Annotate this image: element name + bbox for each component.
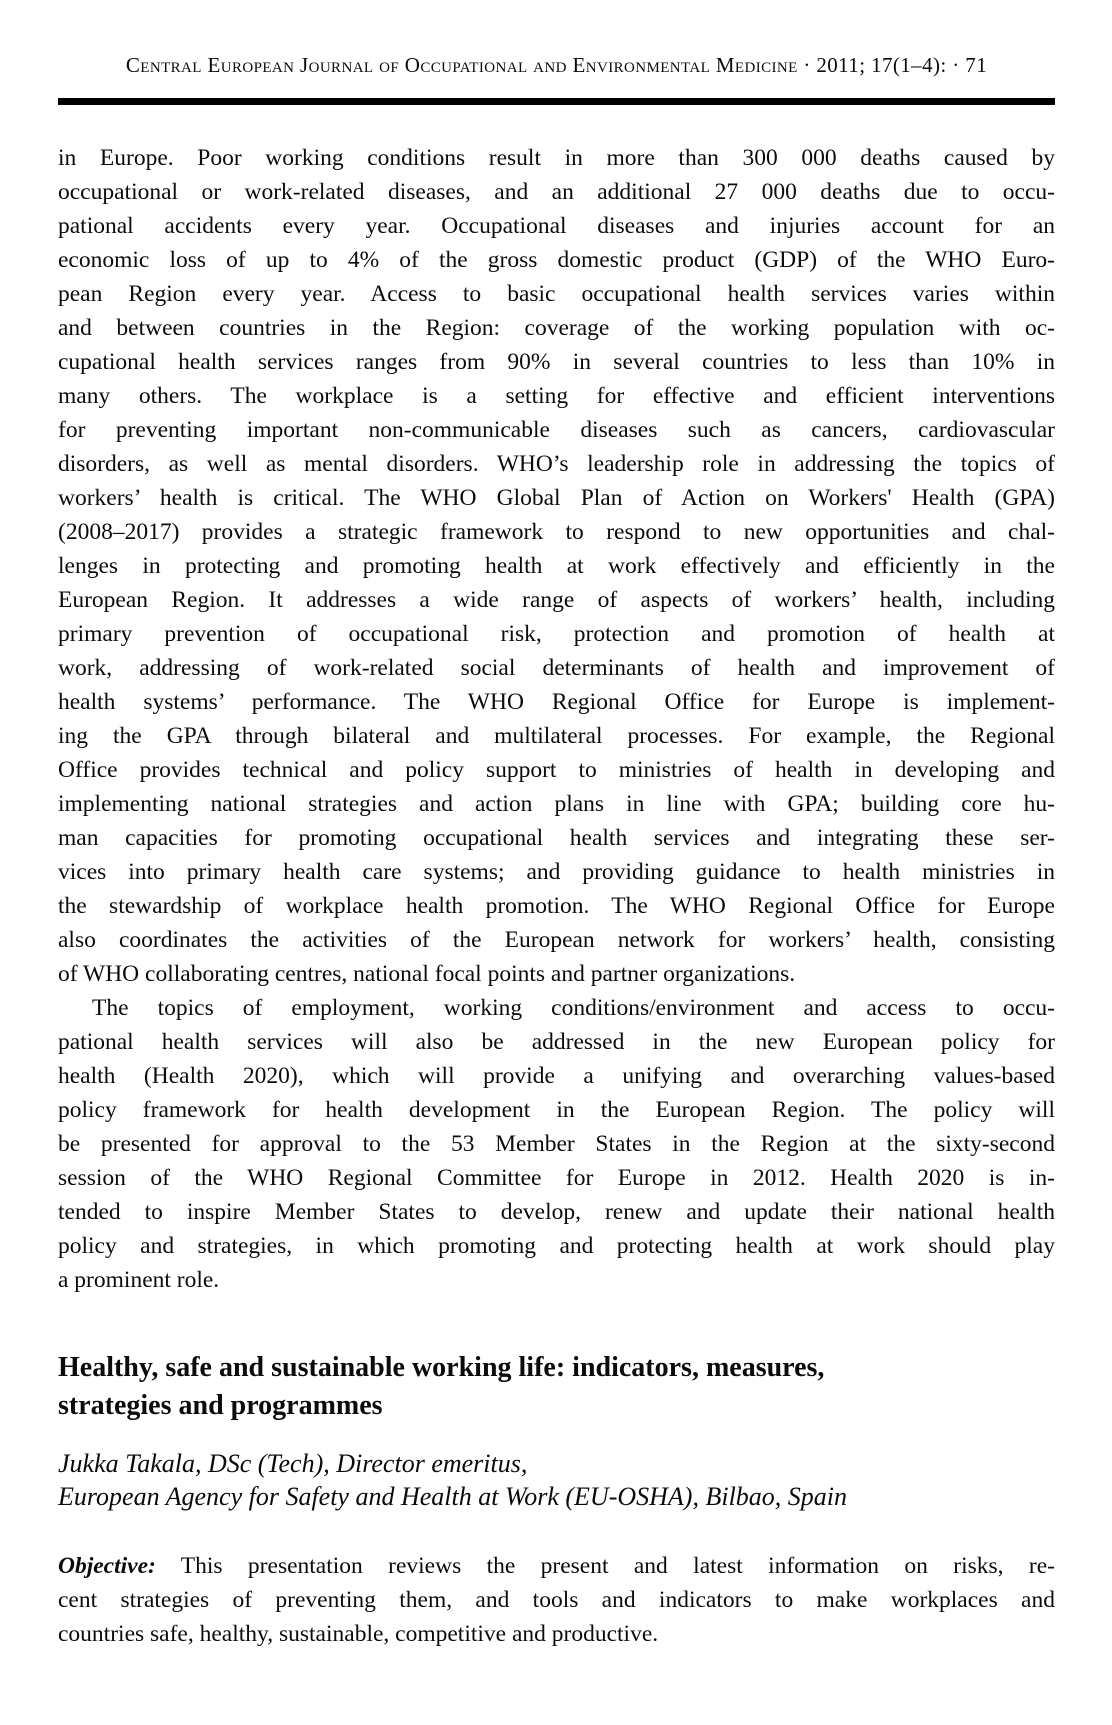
text-line: vices into primary health care systems; and providing guidance to health ministries in xyxy=(58,859,1055,885)
text-line: (2008–2017) provides a strategic framework to respond to new opportunities and chal- xyxy=(58,519,1055,545)
text-line: disorders, as well as mental disorders. WHO’s leadership role in addressing the topics of xyxy=(58,451,1055,477)
text-line: of WHO collaborating centres, national focal points and partner organizations. xyxy=(58,961,796,987)
text-line: occupational or work-related diseases, and an additional 27 000 deaths due to occu- xyxy=(58,179,1055,205)
text-line: pational accidents every year. Occupational diseases and injuries account for an xyxy=(58,213,1055,239)
abstract-authors xyxy=(58,1447,1055,1513)
objective-label: Objective: xyxy=(58,1553,156,1579)
text-line: primary prevention of occupational risk, protection and promotion of health at xyxy=(58,621,1055,647)
text-line: tended to inspire Member States to develop, renew and update their national health xyxy=(58,1199,1055,1225)
text-line: Jukka Takala, DSc (Tech), Director emeritus, xyxy=(58,1449,528,1478)
text-line: strategies and programmes xyxy=(58,1390,383,1421)
text-line: in Europe. Poor working conditions result in more than 300 000 deaths caused by xyxy=(58,145,1055,171)
paragraph-who-europe xyxy=(58,141,1055,991)
text-line: for preventing important non-communicable diseases such as cancers, cardiovascular xyxy=(58,417,1055,443)
text-line: pean Region every year. Access to basic occupational health services varies within xyxy=(58,281,1055,307)
text-line: The topics of employment, working conditions/environment and access to occu- xyxy=(92,995,1055,1021)
text-line: also coordinates the activities of the European network for workers’ health, consisting xyxy=(58,927,1055,953)
text-line: Office provides technical and policy support to ministries of health in developing and xyxy=(58,757,1055,783)
text-line: cent strategies of preventing them, and tools and indicators to make workplaces and xyxy=(58,1587,1055,1613)
text-line: man capacities for promoting occupational health services and integrating these ser- xyxy=(58,825,1055,851)
text-line: a prominent role. xyxy=(58,1267,220,1293)
text-line: countries safe, healthy, sustainable, competitive and productive. xyxy=(58,1621,659,1647)
text-line: health systems’ performance. The WHO Regional Office for Europe is implement- xyxy=(58,689,1055,715)
text-line: health (Health 2020), which will provide a unifying and overarching values-based xyxy=(58,1063,1055,1089)
text-line: session of the WHO Regional Committee for Europe in 2012. Health 2020 is in- xyxy=(58,1165,1055,1191)
text-line: ing the GPA through bilateral and multilateral processes. For example, the Regional xyxy=(58,723,1055,749)
text-line: be presented for approval to the 53 Member States in the Region at the sixty-second xyxy=(58,1131,1055,1157)
paragraph-health-2020 xyxy=(58,991,1055,1297)
text-line: lenges in protecting and promoting health at work effectively and efficiently in the xyxy=(58,553,1055,579)
text-line: the stewardship of workplace health promotion. The WHO Regional Office for Europe xyxy=(58,893,1055,919)
page-body xyxy=(58,141,1055,1651)
abstract-title xyxy=(58,1349,1055,1425)
journal-header-text: Central European Journal of Occupational and Environmental Medicine · 2011; 17(1–4): · 71 xyxy=(125,53,988,77)
text-line: and between countries in the Region: coverage of the working population with oc- xyxy=(58,315,1055,341)
objective-paragraph xyxy=(58,1549,1055,1651)
objective-first-line xyxy=(58,1549,1055,1583)
text-line: cupational health services ranges from 90% in several countries to less than 10% in xyxy=(58,349,1055,375)
text-line: work, addressing of work-related social determinants of health and improvement of xyxy=(58,655,1055,681)
text-line: Healthy, safe and sustainable working life: indicators, measures, xyxy=(58,1352,825,1383)
text-line: many others. The workplace is a setting for effective and efficient interventions xyxy=(58,383,1055,409)
text-line: European Region. It addresses a wide range of aspects of workers’ health, including xyxy=(58,587,1055,613)
text-line: European Agency for Safety and Health at Work (EU-OSHA), Bilbao, Spain xyxy=(58,1482,848,1511)
header-rule xyxy=(58,98,1055,105)
text-line: economic loss of up to 4% of the gross domestic product (GDP) of the WHO Euro- xyxy=(58,247,1055,273)
text-line: policy framework for health development in the European Region. The policy will xyxy=(58,1097,1055,1123)
text-line: workers’ health is critical. The WHO Global Plan of Action on Workers' Health (GPA) xyxy=(58,485,1055,511)
objective-first-line-text: This presentation reviews the present and latest information on risks, re- xyxy=(155,1553,1055,1579)
running-head xyxy=(58,52,1055,78)
text-line: pational health services will also be addressed in the new European policy for xyxy=(58,1029,1055,1055)
text-line: policy and strategies, in which promoting and protecting health at work should play xyxy=(58,1233,1055,1259)
text-line: implementing national strategies and action plans in line with GPA; building core hu- xyxy=(58,791,1055,817)
